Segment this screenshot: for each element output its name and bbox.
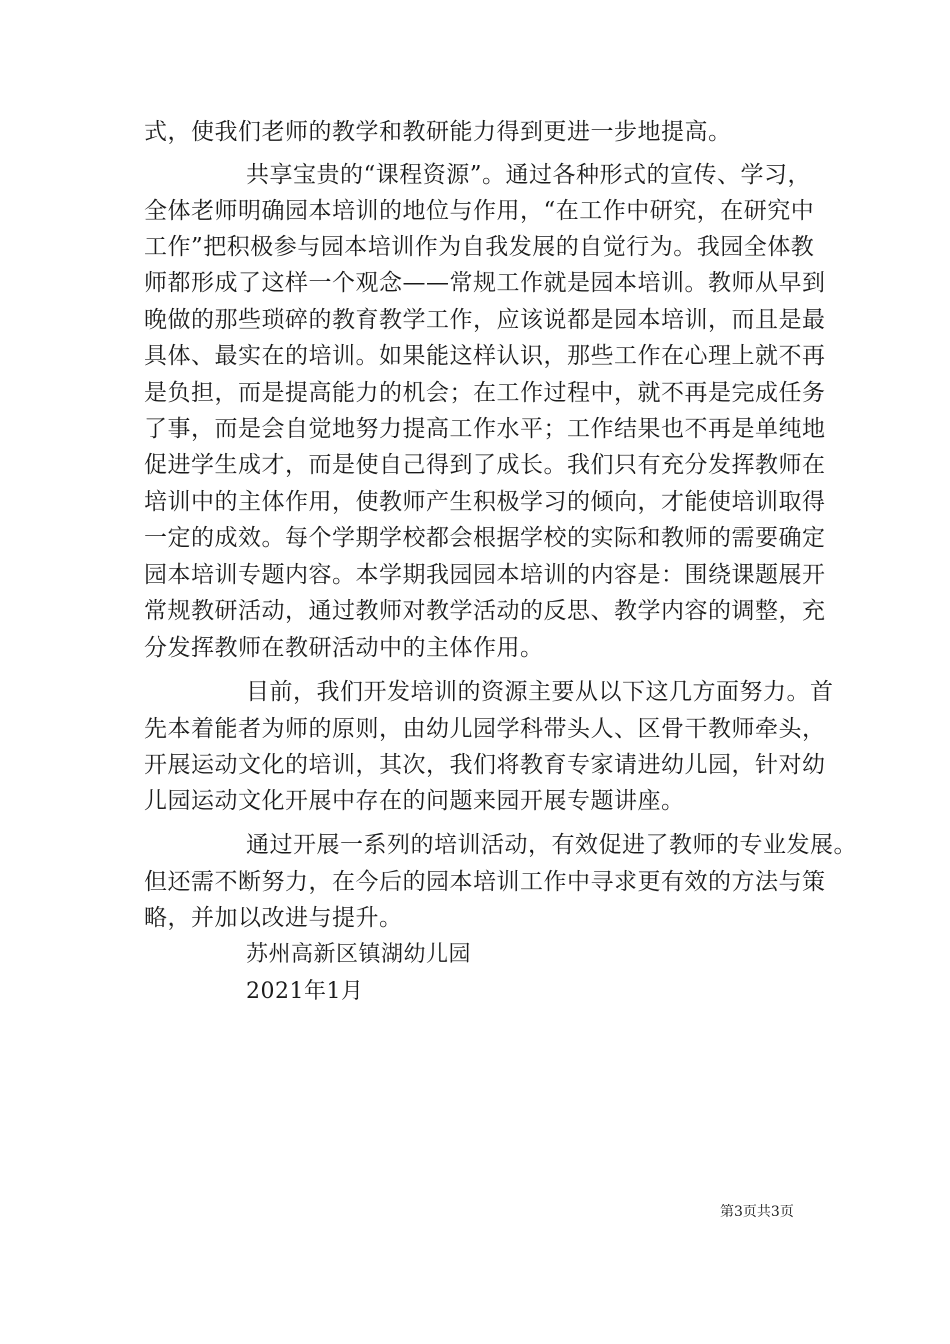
- body-line: 园本培训专题内容。本学期我园园本培训的内容是：围绕课题展开: [144, 562, 826, 588]
- paragraph-first-line: 通过开展一系列的培训活动，有效促进了教师的专业发展。: [246, 832, 857, 858]
- body-line: 具体、最实在的培训。如果能这样认识，那些工作在心理上就不再: [144, 343, 826, 369]
- page-number: 第3页共3页: [720, 1204, 794, 1220]
- body-line: 开展运动文化的培训，其次，我们将教育专家请进幼儿园，针对幼: [144, 752, 826, 778]
- body-line: 全体老师明确园本培训的地位与作用，“在工作中研究，在研究中: [144, 198, 815, 224]
- body-line: 是负担，而是提高能力的机会；在工作过程中，就不再是完成任务: [144, 380, 826, 406]
- signature-organization: 苏州高新区镇湖幼儿园: [246, 942, 472, 967]
- body-line: 晚做的那些琐碎的教育教学工作，应该说都是园本培训，而且是最: [144, 307, 826, 333]
- body-line: 工作”把积极参与园本培训作为自我发展的自觉行为。我园全体教: [144, 234, 815, 260]
- body-line: 一定的成效。每个学期学校都会根据学校的实际和教师的需要确定: [144, 525, 826, 551]
- body-line: 常规教研活动，通过教师对教学活动的反思、教学内容的调整，充: [144, 598, 826, 624]
- body-line: 略，并加以改进与提升。: [144, 905, 403, 931]
- body-line: 促进学生成才，而是使自己得到了成长。我们只有充分发挥教师在: [144, 452, 826, 478]
- body-line: 培训中的主体作用，使教师产生积极学习的倾向，才能使培训取得: [144, 489, 826, 515]
- body-line: 儿园运动文化开展中存在的问题来园开展专题讲座。: [144, 788, 685, 814]
- paragraph-first-line: 共享宝贵的“课程资源”。通过各种形式的宣传、学习，: [246, 162, 812, 188]
- body-line: 了事，而是会自觉地努力提高工作水平；工作结果也不再是单纯地: [144, 416, 826, 442]
- body-line: 师都形成了这样一个观念——常规工作就是园本培训。教师从早到: [144, 270, 826, 296]
- body-line: 式，使我们老师的教学和教研能力得到更进一步地提高。: [144, 119, 732, 145]
- body-line: 先本着能者为师的原则，由幼儿园学科带头人、区骨干教师牵头，: [144, 716, 826, 742]
- signature-date: 2021年1月: [246, 979, 364, 1004]
- body-line: 分发挥教师在教研活动中的主体作用。: [144, 635, 544, 661]
- paragraph-first-line: 目前，我们开发培训的资源主要从以下这几方面努力。首: [246, 679, 834, 705]
- body-line: 但还需不断努力，在今后的园本培训工作中寻求更有效的方法与策: [144, 869, 826, 895]
